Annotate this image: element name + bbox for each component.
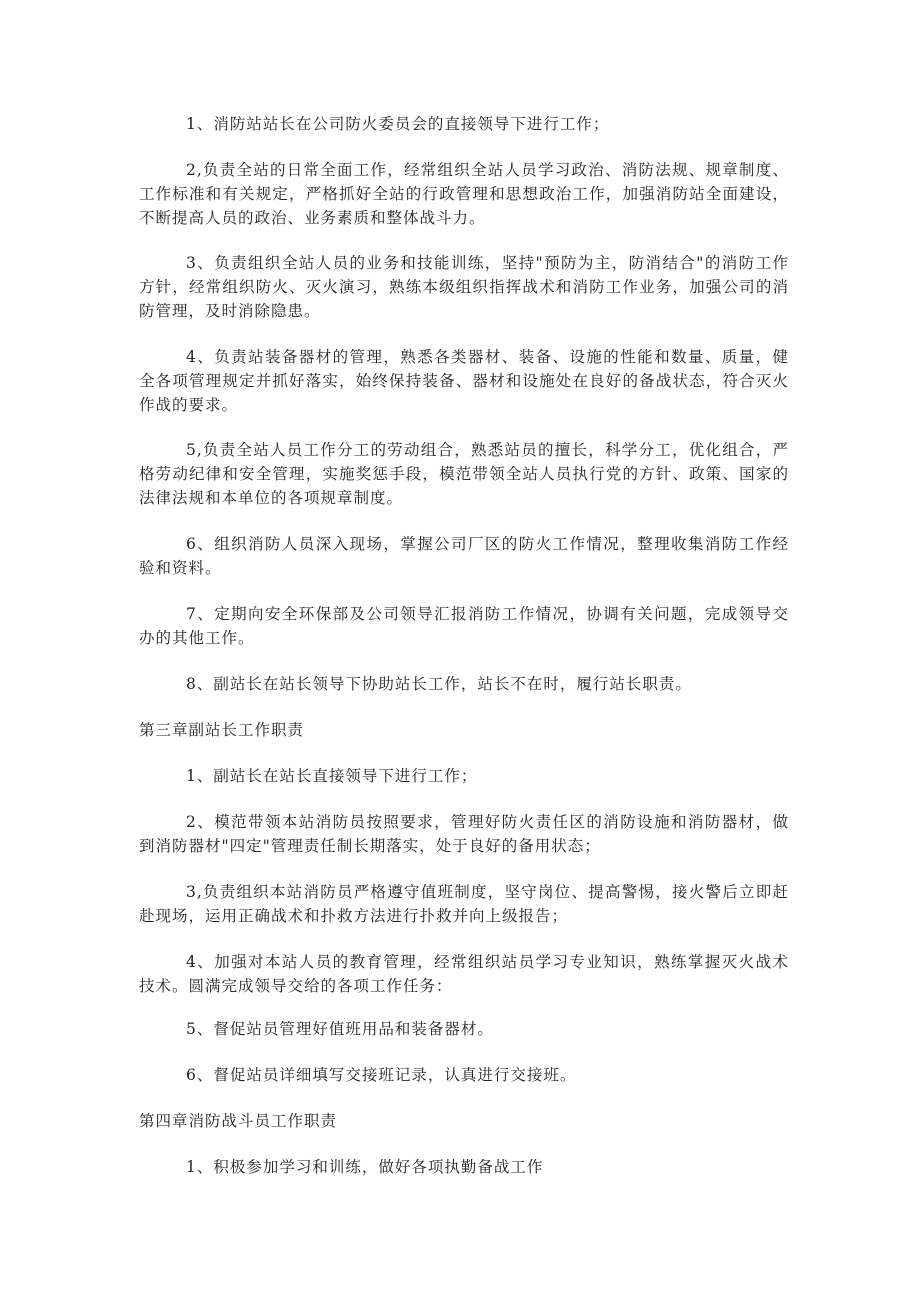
firefighter-duty-1: 1、积极参加学习和训练，做好各项执勤备战工作: [186, 1158, 544, 1176]
deputy-duty-4: 4、加强对本站人员的教育管理，经常组织站员学习专业知识，熟练掌握灭火战术技术。圆满完成领导交给的各项工作任务：: [139, 953, 789, 995]
deputy-duty-2: 2、模范带领本站消防员按照要求，管理好防火责任区的消防设施和消防器材，做到消防器材"四定"管理责任制长期落实，处于良好的备用状态；: [139, 813, 789, 855]
station-chief-duty-5: 5,负责全站人员工作分工的劳动组合，熟悉站员的擅长，科学分工，优化组合，严格劳动纪律和安全管理，实施奖惩手段，模范带领全站人员执行党的方针、政策、国家的法律法规和本单位的各项规章制度。: [139, 441, 789, 507]
deputy-duty-5: 5、督促站员管理好值班用品和装备器材。: [186, 1020, 494, 1038]
station-chief-duty-4: 4、负责站装备器材的管理，熟悉各类器材、装备、设施的性能和数量、质量，健全各项管理规定并抓好落实，始终保持装备、器材和设施处在良好的备战状态，符合灭火作战的要求。: [139, 348, 789, 414]
station-chief-duty-8: 8、副站长在站长领导下协助站长工作，站长不在时，履行站长职责。: [186, 675, 692, 693]
deputy-duty-1: 1、副站长在站长直接领导下进行工作；: [186, 767, 478, 785]
station-chief-duty-1: 1、消防站站长在公司防火委员会的直接领导下进行工作；: [186, 115, 610, 133]
station-chief-duty-3: 3、负责组织全站人员的业务和技能训练，坚持"预防为主，防消结合"的消防工作方针，经常组织防火、灭火演习，熟练本级组织指挥战术和消防工作业务，加强公司的消防管理，及时消除隐患。: [139, 254, 789, 320]
deputy-duty-3: 3,负责组织本站消防员严格遵守值班制度，坚守岗位、提高警惕，接火警后立即赶赴现场，运用正确战术和扑救方法进行扑救并向上级报告；: [139, 883, 789, 925]
deputy-duty-6: 6、督促站员详细填写交接班记录，认真进行交接班。: [186, 1066, 577, 1084]
station-chief-duty-2: 2,负责全站的日常全面工作，经常组织全站人员学习政治、消防法规、规章制度、工作标准和有关规定，严格抓好全站的行政管理和思想政治工作，加强消防站全面建设，不断提高人员的政治、业务素质和整体战斗力。: [139, 161, 789, 227]
chapter-4-heading: 第四章消防战斗员工作职责: [139, 1112, 338, 1130]
station-chief-duty-7: 7、定期向安全环保部及公司领导汇报消防工作情况，协调有关问题，完成领导交办的其他工作。: [139, 605, 789, 647]
station-chief-duty-6: 6、组织消防人员深入现场，掌握公司厂区的防火工作情况，整理收集消防工作经验和资料。: [139, 535, 789, 577]
chapter-3-heading: 第三章副站长工作职责: [139, 721, 305, 739]
